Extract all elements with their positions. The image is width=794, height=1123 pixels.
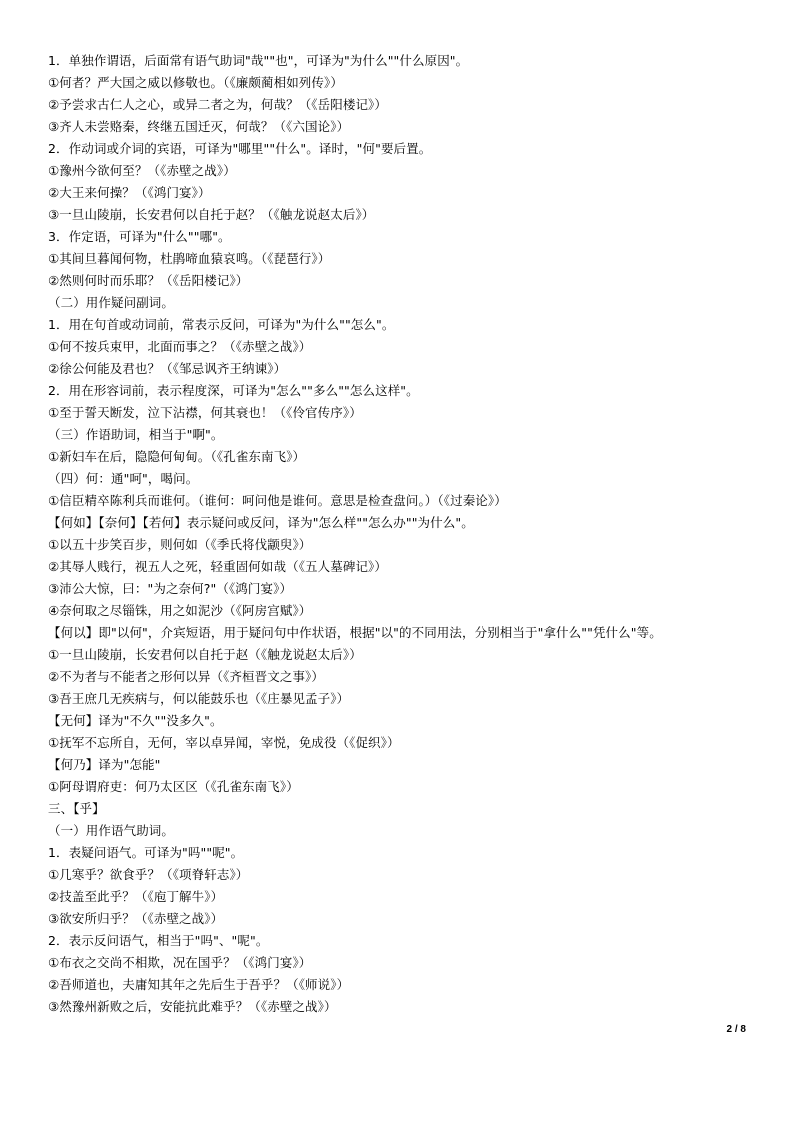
text-line: ①豫州今欲何至？（《赤壁之战》） — [48, 163, 236, 178]
page-number: 2 / 8 — [726, 1024, 746, 1035]
text-line: ③齐人未尝赂秦，终继五国迁灭，何哉？（《六国论》） — [48, 119, 350, 134]
text-line: ③吾王庶几无疾病与，何以能鼓乐也（《庄暴见孟子》） — [48, 691, 350, 706]
text-line: （四）何：通"呵"，喝问。 — [48, 471, 199, 486]
text-line: 【何乃】译为"怎能" — [48, 757, 161, 772]
text-line: 1．单独作谓语，后面常有语气助词"哉""也"，可译为"为什么""什么原因"。 — [48, 53, 469, 68]
text-line: ②大王来何操？（《鸿门宴》） — [48, 185, 211, 200]
text-line: ①信臣精卒陈利兵而谁何。（谁何：呵问他是谁何。意思是检查盘问。）（《过秦论》） — [48, 493, 507, 508]
text-line: ②徐公何能及君也？（《邹忌讽齐王纳谏》） — [48, 361, 287, 376]
text-line: 【无何】译为"不久""没多久"。 — [48, 713, 223, 728]
text-line: 【何如】【奈何】【若何】表示疑问或反问，译为"怎么样""怎么办""为什么"。 — [48, 515, 474, 530]
text-line: ①布衣之交尚不相欺，况在国乎？（《鸿门宴》） — [48, 955, 312, 970]
text-line: 2．用在形容词前，表示程度深，可译为"怎么""多么""怎么这样"。 — [48, 383, 419, 398]
text-line: （二）用作疑问副词。 — [48, 295, 175, 310]
text-line: 2．表示反问语气，相当于"吗"、"呢"。 — [48, 933, 269, 948]
text-line: ③然豫州新败之后，安能抗此难乎？（《赤壁之战》） — [48, 999, 337, 1014]
text-line: 3．作定语，可译为"什么""哪"。 — [48, 229, 231, 244]
text-line: ①其间旦暮闻何物，杜鹃啼血猿哀鸣。（《琵琶行》） — [48, 251, 331, 266]
text-line: ①阿母谓府吏：何乃太区区（《孔雀东南飞》） — [48, 779, 299, 794]
text-line: ②其辱人贱行，视五人之死，轻重固何如哉（《五人墓碑记》） — [48, 559, 388, 574]
text-line: 1．用在句首或动词前，常表示反问，可译为"为什么""怎么"。 — [48, 317, 395, 332]
text-line: ②技盖至此乎？（《庖丁解牛》） — [48, 889, 224, 904]
text-line: ①至于誓天断发，泣下沾襟，何其衰也！（《伶官传序》） — [48, 405, 362, 420]
text-line: 三、【乎】 — [48, 801, 105, 816]
text-line: ①何不按兵束甲，北面而事之？（《赤壁之战》） — [48, 339, 312, 354]
text-line: ③欲安所归乎？（《赤壁之战》） — [48, 911, 224, 926]
text-line: 【何以】即"以何"，介宾短语，用于疑问句中作状语，根据"以"的不同用法，分别相当于"拿什么""凭什么"等。 — [48, 625, 662, 640]
text-line: ③沛公大惊，曰："为之奈何?"（《鸿门宴》） — [48, 581, 293, 596]
text-line: ①几寒乎？欲食乎？（《项脊轩志》） — [48, 867, 249, 882]
text-line: ①以五十步笑百步，则何如（《季氏将伐颛臾》） — [48, 537, 312, 552]
text-line: ①抚军不忘所自，无何，宰以卓异闻，宰悦，免成役（《促织》） — [48, 735, 400, 750]
text-line: ④奈何取之尽锱铢，用之如泥沙（《阿房宫赋》） — [48, 603, 312, 618]
text-line: ②吾师道也，夫庸知其年之先后生于吾乎？（《师说》） — [48, 977, 350, 992]
text-line: ②不为者与不能者之形何以异（《齐桓晋文之事》） — [48, 669, 325, 684]
text-line: ②予尝求古仁人之心，或异二者之为，何哉？（《岳阳楼记》） — [48, 97, 388, 112]
text-line: 2．作动词或介词的宾语，可译为"哪里""什么"。译时，"何"要后置。 — [48, 141, 432, 156]
text-line: （三）作语助词，相当于"啊"。 — [48, 427, 224, 442]
text-line: ①一旦山陵崩，长安君何以自托于赵（《触龙说赵太后》） — [48, 647, 362, 662]
text-line: （一）用作语气助词。 — [48, 823, 175, 838]
text-line: 1．表疑问语气。可译为"吗""呢"。 — [48, 845, 244, 860]
text-line: ③一旦山陵崩，长安君何以自托于赵？（《触龙说赵太后》） — [48, 207, 375, 222]
text-line: ①何者？严大国之威以修敬也。（《廉颇蔺相如列传》） — [48, 75, 343, 90]
text-line: ①新妇车在后，隐隐何甸甸。（《孔雀东南飞》） — [48, 449, 306, 464]
document-body — [48, 50, 768, 1018]
text-line: ②然则何时而乐耶？（《岳阳楼记》） — [48, 273, 249, 288]
